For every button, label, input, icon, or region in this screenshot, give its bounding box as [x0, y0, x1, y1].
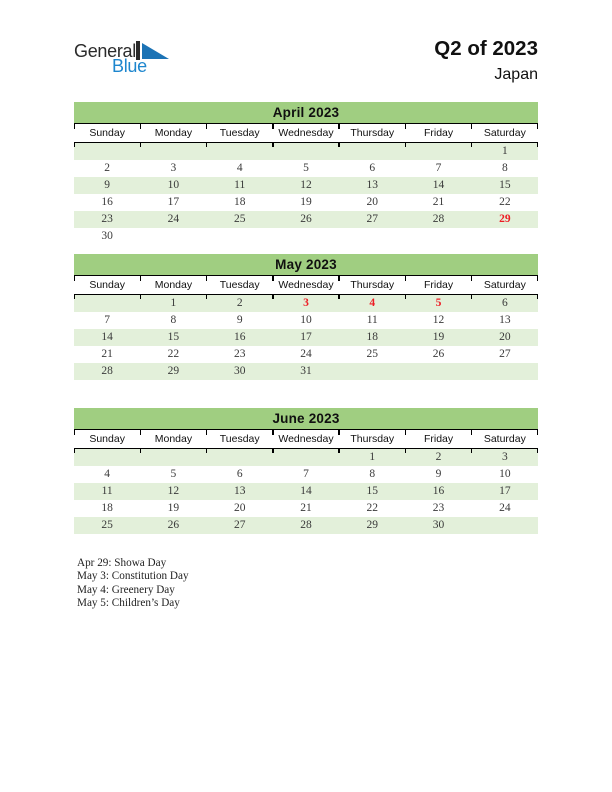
- date-cell: 15: [366, 485, 379, 497]
- column-tick: [537, 294, 538, 299]
- month-title: May 2023: [74, 254, 538, 275]
- date-cell: 8: [369, 468, 376, 480]
- column-tick: [471, 448, 472, 453]
- column-tick: [338, 294, 339, 299]
- column-tick: [537, 124, 538, 129]
- column-tick: [405, 124, 406, 129]
- date-cell: 17: [167, 196, 180, 208]
- date-cell: 10: [300, 314, 312, 326]
- date-cell: 21: [300, 502, 312, 514]
- column-tick: [537, 430, 538, 435]
- holidays-list: [77, 557, 189, 611]
- weekday-label: Wednesday: [278, 433, 334, 445]
- holiday-date-cell: 4: [369, 297, 376, 309]
- date-cell: 20: [366, 196, 379, 208]
- logo-blue-text: Blue: [112, 56, 147, 76]
- calendar-grid: [74, 449, 538, 534]
- date-cell: 18: [233, 196, 246, 208]
- column-tick: [471, 142, 472, 147]
- date-cell: 23: [233, 348, 246, 360]
- date-cell: 20: [233, 502, 246, 514]
- date-cell: 2: [236, 297, 243, 309]
- empty-cell: [405, 363, 471, 380]
- column-tick: [74, 276, 75, 281]
- empty-cell: [207, 228, 273, 245]
- calendar-grid: [74, 143, 538, 245]
- date-cell: 10: [167, 179, 180, 191]
- column-tick: [537, 448, 538, 453]
- weekday-row: [74, 123, 538, 143]
- date-cell: 17: [499, 485, 511, 497]
- column-tick: [74, 294, 75, 299]
- column-tick: [338, 276, 339, 281]
- week-row: [74, 228, 538, 245]
- date-cell: 23: [432, 502, 445, 514]
- date-cell: 1: [170, 297, 177, 309]
- date-cell: 1: [369, 451, 376, 463]
- date-cell: 28: [432, 213, 445, 225]
- column-tick: [338, 430, 339, 435]
- date-cell: 21: [101, 348, 113, 360]
- empty-cell: [207, 449, 273, 466]
- empty-cell: [74, 295, 140, 312]
- week-row: [74, 177, 538, 194]
- title-block: [250, 37, 538, 84]
- column-tick: [206, 142, 207, 147]
- date-cell: 7: [435, 162, 442, 174]
- date-cell: 27: [366, 213, 379, 225]
- column-tick: [272, 142, 273, 147]
- week-row: [74, 329, 538, 346]
- week-row: [74, 449, 538, 466]
- week-row: [74, 517, 538, 534]
- column-tick: [140, 142, 141, 147]
- empty-cell: [339, 143, 405, 160]
- column-tick: [74, 124, 75, 129]
- column-tick: [206, 430, 207, 435]
- month-title: June 2023: [74, 408, 538, 429]
- weekday-label: Thursday: [350, 433, 395, 445]
- date-cell: 13: [233, 485, 246, 497]
- weekday-label: Wednesday: [278, 127, 334, 139]
- region-label: Japan: [494, 66, 538, 83]
- date-cell: 15: [167, 331, 180, 343]
- empty-cell: [273, 449, 339, 466]
- date-cell: 22: [167, 348, 180, 360]
- empty-cell: [339, 363, 405, 380]
- holiday-date-cell: 29: [499, 213, 511, 225]
- week-row: [74, 194, 538, 211]
- empty-cell: [207, 143, 273, 160]
- date-cell: 19: [432, 331, 445, 343]
- weekday-label: Friday: [423, 127, 454, 139]
- date-cell: 29: [366, 519, 379, 531]
- date-cell: 1: [501, 145, 508, 157]
- empty-cell: [140, 228, 206, 245]
- empty-cell: [472, 517, 538, 534]
- weekday-label: Tuesday: [219, 127, 260, 139]
- weekday-label: Saturday: [483, 279, 526, 291]
- logo-general-text: General: [74, 41, 136, 61]
- column-tick: [206, 276, 207, 281]
- weekday-label: Saturday: [483, 433, 526, 445]
- holiday-date-cell: 5: [435, 297, 442, 309]
- weekday-label: Friday: [423, 279, 454, 291]
- date-cell: 12: [432, 314, 445, 326]
- column-tick: [74, 448, 75, 453]
- week-row: [74, 500, 538, 517]
- date-cell: 24: [167, 213, 180, 225]
- weekday-label: Monday: [154, 279, 193, 291]
- date-cell: 22: [366, 502, 379, 514]
- date-cell: 13: [499, 314, 511, 326]
- date-cell: 22: [499, 196, 511, 208]
- week-row: [74, 346, 538, 363]
- date-cell: 5: [170, 468, 177, 480]
- date-cell: 24: [300, 348, 312, 360]
- column-tick: [74, 430, 75, 435]
- date-cell: 6: [369, 162, 376, 174]
- column-tick: [405, 142, 406, 147]
- empty-cell: [273, 228, 339, 245]
- weekday-label: Saturday: [483, 127, 526, 139]
- empty-cell: [273, 143, 339, 160]
- month-section-june: [74, 408, 538, 534]
- date-cell: 30: [432, 519, 445, 531]
- empty-cell: [472, 363, 538, 380]
- date-cell: 15: [499, 179, 511, 191]
- column-tick: [206, 448, 207, 453]
- date-cell: 14: [300, 485, 312, 497]
- column-tick: [140, 124, 141, 129]
- date-cell: 12: [300, 179, 312, 191]
- date-cell: 12: [167, 485, 180, 497]
- date-cell: 6: [501, 297, 508, 309]
- column-tick: [206, 294, 207, 299]
- column-tick: [272, 124, 273, 129]
- column-tick: [338, 124, 339, 129]
- date-cell: 25: [233, 213, 246, 225]
- weekday-label: Tuesday: [219, 433, 260, 445]
- week-row: [74, 363, 538, 380]
- date-cell: 28: [300, 519, 312, 531]
- column-tick: [140, 448, 141, 453]
- date-cell: 31: [300, 365, 312, 377]
- column-tick: [471, 294, 472, 299]
- date-cell: 11: [366, 314, 378, 326]
- week-row: [74, 466, 538, 483]
- date-cell: 4: [104, 468, 111, 480]
- holiday-item: May 5: Children’s Day: [77, 597, 180, 610]
- column-tick: [272, 448, 273, 453]
- date-cell: 29: [167, 365, 180, 377]
- month-section-april: [74, 102, 538, 245]
- column-tick: [471, 276, 472, 281]
- date-cell: 11: [101, 485, 113, 497]
- date-cell: 18: [101, 502, 113, 514]
- page-title: Q2 of 2023: [434, 37, 538, 60]
- date-cell: 14: [101, 331, 113, 343]
- column-tick: [537, 142, 538, 147]
- holiday-date-cell: 3: [303, 297, 309, 309]
- weekday-label: Sunday: [89, 127, 125, 139]
- date-cell: 27: [233, 519, 246, 531]
- date-cell: 8: [170, 314, 177, 326]
- date-cell: 26: [300, 213, 312, 225]
- date-cell: 30: [101, 230, 113, 242]
- empty-cell: [472, 228, 538, 245]
- weekday-row: [74, 275, 538, 295]
- column-tick: [405, 430, 406, 435]
- empty-cell: [339, 228, 405, 245]
- date-cell: 27: [499, 348, 511, 360]
- general-blue-logo: [74, 41, 214, 83]
- column-tick: [140, 294, 141, 299]
- month-title: April 2023: [74, 102, 538, 123]
- date-cell: 21: [432, 196, 445, 208]
- week-row: [74, 295, 538, 312]
- column-tick: [272, 276, 273, 281]
- weekday-label: Thursday: [350, 279, 395, 291]
- empty-cell: [405, 143, 471, 160]
- date-cell: 26: [432, 348, 445, 360]
- month-section-may: [74, 254, 538, 380]
- calendar-grid: [74, 295, 538, 380]
- empty-cell: [74, 143, 140, 160]
- date-cell: 16: [432, 485, 445, 497]
- weekday-label: Monday: [154, 127, 193, 139]
- empty-cell: [74, 449, 140, 466]
- date-cell: 3: [170, 162, 177, 174]
- column-tick: [206, 124, 207, 129]
- column-tick: [140, 430, 141, 435]
- column-tick: [140, 276, 141, 281]
- weekday-label: Thursday: [350, 127, 395, 139]
- holiday-item: May 4: Greenery Day: [77, 583, 175, 596]
- week-row: [74, 483, 538, 500]
- date-cell: 5: [303, 162, 309, 174]
- date-cell: 2: [104, 162, 111, 174]
- date-cell: 6: [236, 468, 243, 480]
- column-tick: [272, 294, 273, 299]
- date-cell: 13: [366, 179, 379, 191]
- date-cell: 26: [167, 519, 180, 531]
- date-cell: 2: [435, 451, 442, 463]
- weekday-label: Sunday: [89, 433, 125, 445]
- date-cell: 16: [233, 331, 246, 343]
- date-cell: 19: [300, 196, 312, 208]
- empty-cell: [140, 143, 206, 160]
- date-cell: 16: [101, 196, 113, 208]
- date-cell: 7: [104, 314, 111, 326]
- column-tick: [405, 448, 406, 453]
- column-tick: [405, 276, 406, 281]
- date-cell: 18: [366, 331, 379, 343]
- weekday-label: Wednesday: [278, 279, 334, 291]
- date-cell: 24: [499, 502, 511, 514]
- date-cell: 3: [501, 451, 508, 463]
- holiday-item: May 3: Constitution Day: [77, 570, 189, 583]
- weekday-label: Sunday: [89, 279, 125, 291]
- date-cell: 28: [101, 365, 113, 377]
- date-cell: 8: [501, 162, 508, 174]
- date-cell: 25: [366, 348, 379, 360]
- column-tick: [471, 430, 472, 435]
- holiday-item: Apr 29: Showa Day: [77, 557, 167, 569]
- column-tick: [471, 124, 472, 129]
- date-cell: 9: [104, 179, 111, 191]
- date-cell: 4: [236, 162, 243, 174]
- date-cell: 30: [233, 365, 246, 377]
- date-cell: 7: [303, 468, 309, 480]
- date-cell: 10: [499, 468, 511, 480]
- date-cell: 23: [101, 213, 113, 225]
- date-cell: 9: [435, 468, 442, 480]
- week-row: [74, 143, 538, 160]
- weekday-label: Tuesday: [219, 279, 260, 291]
- column-tick: [405, 294, 406, 299]
- weekday-label: Monday: [154, 433, 193, 445]
- date-cell: 14: [432, 179, 445, 191]
- column-tick: [537, 276, 538, 281]
- column-tick: [338, 142, 339, 147]
- column-tick: [338, 448, 339, 453]
- date-cell: 11: [234, 179, 246, 191]
- date-cell: 19: [167, 502, 180, 514]
- week-row: [74, 211, 538, 228]
- empty-cell: [405, 228, 471, 245]
- empty-cell: [140, 449, 206, 466]
- date-cell: 25: [101, 519, 113, 531]
- weekday-label: Friday: [423, 433, 454, 445]
- date-cell: 9: [236, 314, 243, 326]
- week-row: [74, 160, 538, 177]
- weekday-row: [74, 429, 538, 449]
- date-cell: 20: [499, 331, 511, 343]
- column-tick: [74, 142, 75, 147]
- date-cell: 17: [300, 331, 312, 343]
- column-tick: [272, 430, 273, 435]
- week-row: [74, 312, 538, 329]
